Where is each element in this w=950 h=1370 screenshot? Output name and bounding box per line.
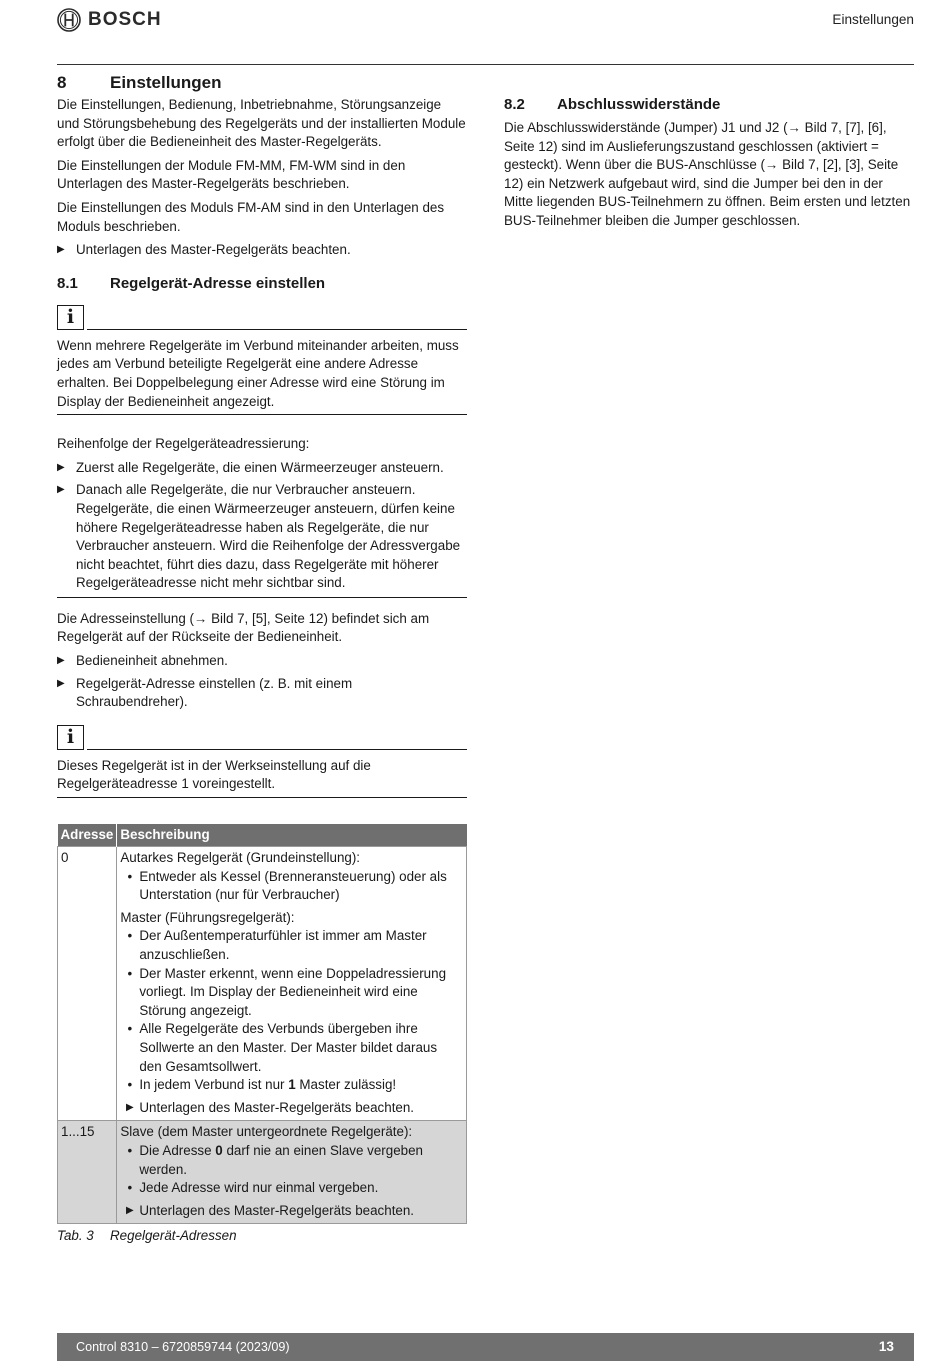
list-item: • In jedem Verbund ist nur 1 Master zulässig! — [120, 1076, 463, 1095]
section-number: 8 — [57, 73, 67, 92]
paragraph: Die Abschlusswiderstände (Jumper) J1 und J2 (→ Bild 7, [7], [6], Seite 12) sind im Auslieferungszustand geschlossen (aktiviert = gesteckt). Wenn über die BUS-Anschlüsse (→ Bild 7, [2], [3], Seite 12) ein Netzwerk aufgebaut wird, sind die Jumper bei den in der Mitte liegenden BUS-Teilnehmern zu öffnen. Beim ersten und letzten BUS-Teilnehmer bleiben die Jumper geschlossen. — [504, 120, 911, 228]
table-caption: Tab. 3 Regelgerät-Adressen — [57, 1228, 237, 1244]
bullet-dot-icon: • — [127, 928, 133, 944]
bullet-dot-icon: • — [127, 868, 133, 884]
paragraph: Die Einstellungen, Bedienung, Inbetriebnahme, Störungsanzeige und Störungsbehebung des Regelgeräts und der installierten Module erfolgt über die Bedieneinheit des Master-Regelgeräts. — [57, 97, 466, 150]
divider — [87, 749, 467, 750]
address-table — [57, 824, 467, 1224]
bullet-dot-icon: • — [127, 965, 133, 981]
left-column — [57, 72, 467, 1246]
address-paragraph: Die Adresseinstellung (→ Bild 7, [5], Seite 12) befindet sich am Regelgerät auf der Rückseite der Bedieneinheit. — [57, 610, 430, 645]
brand-name: BOSCH — [88, 8, 162, 30]
address-cell: 1...15 — [58, 1121, 117, 1224]
column-header: Beschreibung — [117, 824, 467, 847]
right-column — [504, 95, 914, 236]
table-row — [58, 1121, 467, 1224]
section-8-heading — [57, 72, 467, 94]
page-footer — [57, 1333, 914, 1361]
info-text: Dieses Regelgerät ist in der Werkseinstellung auf die Regelgeräteadresse 1 voreingestellt. — [57, 757, 371, 792]
bullet-dot-icon: • — [127, 1180, 133, 1196]
section-8-1-heading — [57, 274, 467, 294]
page-number: 13 — [878, 1339, 894, 1354]
list-item: • Die Adresse 0 darf nie an einen Slave vergeben werden. — [120, 1142, 463, 1179]
instruction-item: ▶ Unterlagen des Master-Regelgeräts beachten. — [57, 241, 467, 260]
instruction-item: ▶ Unterlagen des Master-Regelgeräts beachten. — [120, 1099, 463, 1118]
bullet-dot-icon: • — [127, 1142, 133, 1158]
info-icon: i — [57, 725, 84, 750]
table-row — [58, 847, 467, 1121]
instruction-item: ▶ Unterlagen des Master-Regelgeräts beachten. — [120, 1202, 463, 1221]
paragraph: Die Einstellungen der Module FM-MM, FM-WM sind in den Unterlagen des Master-Regelgeräts beschrieben. — [57, 157, 406, 192]
info-box — [57, 720, 467, 798]
section-title: Einstellungen — [110, 73, 222, 92]
paragraph: Die Einstellungen des Moduls FM-AM sind in den Unterlagen des Moduls beschrieben. — [57, 199, 445, 234]
bullet-dot-icon: • — [127, 1021, 133, 1037]
page-header — [57, 8, 914, 36]
step-item: ▶ Danach alle Regelgeräte, die nur Verbraucher ansteuern. Regelgeräte, die einen Wärmeerzeuger ansteuern, dürfen keine höhere Regelgeräteadresse haben als Regelgeräte, die nur Verbraucher ansteuern. Wird die Reihenfolge der Adressvergabe nicht beachtet, führt dies dazu, dass Regelgeräte mit höherer Regelgeräteadresse nicht mehr sichtbar sind. — [57, 481, 467, 598]
section-8-2-heading — [504, 95, 914, 115]
section-title: Abschlusswiderstände — [557, 96, 721, 113]
description-cell: Autarkes Regelgerät (Grundeinstellung): • Entweder als Kessel (Brenneransteuerung) oder als Unterstation (nur für Verbraucher) Master (Führungsregelgerät): • Der Außentemperaturfühler ist immer am Master anzuschließen. • Der Master erkennt, wenn eine Doppeladressierung vorliegt. Im Display der Bedieneinheit wird eine Störung angezeigt. • Alle Regelgeräte des Verbunds übergeben ihre Sollwerte an den Master. Der Master bildet daraus den Gesamtsollwert. • In jedem Verbund ist nur 1 Master zulässig! ▶ Unterlagen des Master-Regelgeräts beachten. — [117, 847, 467, 1121]
list-item: • Der Master erkennt, wenn eine Doppeladressierung vorliegt. Im Display der Bedieneinheit wird eine Störung angezeigt. — [120, 965, 463, 1021]
list-item: • Jede Adresse wird nur einmal vergeben. — [120, 1179, 463, 1198]
bosch-logo-icon — [57, 8, 81, 32]
table-header-row — [58, 824, 467, 847]
column-header: Adresse — [58, 824, 117, 847]
footer-document-info: Control 8310 – 6720859744 (2023/09) — [76, 1340, 290, 1354]
header-divider — [57, 64, 914, 65]
action-item: ▶ Bedieneinheit abnehmen. — [57, 652, 467, 671]
arrow-right-icon: ▶ — [57, 484, 65, 496]
arrow-right-icon: ▶ — [126, 1204, 134, 1216]
brand-logo — [57, 8, 162, 32]
section-number: 8.2 — [504, 96, 525, 113]
section-title: Regelgerät-Adresse einstellen — [110, 274, 326, 292]
order-label: Reihenfolge der Regelgeräteadressierung: — [57, 436, 310, 452]
list-item: • Alle Regelgeräte des Verbunds übergeben ihre Sollwerte an den Master. Der Master bildet daraus den Gesamtsollwert. — [120, 1020, 463, 1076]
info-box — [57, 300, 467, 415]
action-item: ▶ Regelgerät-Adresse einstellen (z. B. mit einem Schraubendreher). — [57, 675, 467, 712]
info-icon: i — [57, 305, 84, 330]
bullet-dot-icon: • — [127, 1077, 133, 1093]
arrow-right-icon: ▶ — [126, 1101, 134, 1113]
list-item: • Entweder als Kessel (Brenneransteuerung) oder als Unterstation (nur für Verbraucher) — [120, 868, 463, 905]
step-item: ▶ Zuerst alle Regelgeräte, die einen Wärmeerzeuger ansteuern. — [57, 459, 467, 478]
divider — [87, 329, 467, 330]
description-cell: Slave (dem Master untergeordnete Regelgeräte): • Die Adresse 0 darf nie an einen Slave vergeben werden. • Jede Adresse wird nur einmal vergeben. ▶ Unterlagen des Master-Regelgeräts beachten. — [117, 1121, 467, 1224]
info-text: Wenn mehrere Regelgeräte im Verbund miteinander arbeiten, muss jedes am Verbund beteiligte Regelgerät eine andere Adresse erhalten. Bei Doppelbelegung einer Adresse wird eine Störung im Display der Bedieneinheit angezeigt. — [57, 337, 459, 409]
arrow-right-icon: ▶ — [57, 655, 65, 667]
arrow-right-icon: ▶ — [57, 244, 65, 256]
arrow-right-icon: ▶ — [57, 677, 65, 689]
arrow-right-icon: ▶ — [57, 461, 65, 473]
address-cell: 0 — [58, 847, 117, 1121]
section-number: 8.1 — [57, 274, 78, 292]
list-item: • Der Außentemperaturfühler ist immer am Master anzuschließen. — [120, 927, 463, 964]
header-section-title: Einstellungen — [832, 12, 914, 27]
